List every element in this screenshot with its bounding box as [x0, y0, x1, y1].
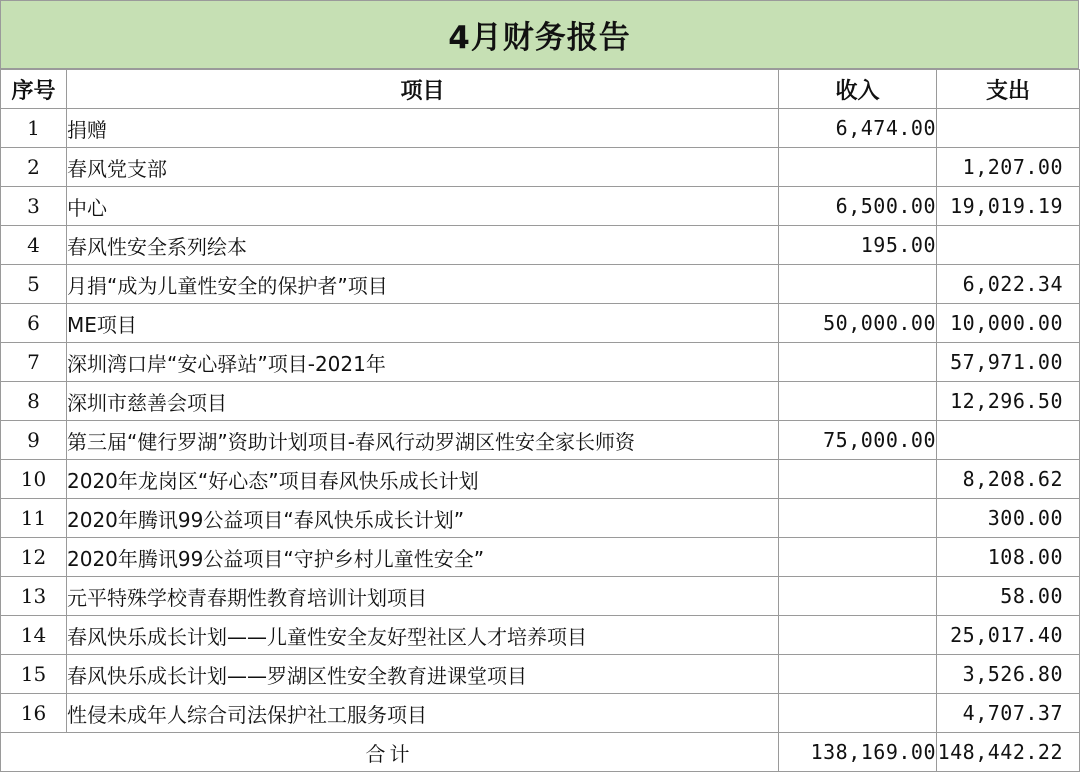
table-row	[1, 304, 1080, 343]
row-expense: 3,526.80	[937, 655, 1080, 694]
row-no: 10	[1, 460, 67, 499]
row-income: 50,000.00	[779, 304, 937, 343]
table-row	[1, 655, 1080, 694]
row-no: 9	[1, 421, 67, 460]
row-expense: 4,707.37	[937, 694, 1080, 733]
row-income	[779, 616, 937, 655]
row-income	[779, 343, 937, 382]
row-item: 月捐“成为儿童性安全的保护者”项目	[67, 265, 779, 304]
row-income	[779, 265, 937, 304]
table-row	[1, 265, 1080, 304]
row-no: 15	[1, 655, 67, 694]
row-no: 1	[1, 109, 67, 148]
row-no: 5	[1, 265, 67, 304]
row-expense: 57,971.00	[937, 343, 1080, 382]
header-no: 序号	[1, 70, 67, 109]
row-item: 春风党支部	[67, 148, 779, 187]
table-row	[1, 187, 1080, 226]
row-item: 2020年龙岗区“好心态”项目春风快乐成长计划	[67, 460, 779, 499]
table-row	[1, 226, 1080, 265]
row-no: 13	[1, 577, 67, 616]
row-income: 195.00	[779, 226, 937, 265]
table-row	[1, 382, 1080, 421]
row-expense: 25,017.40	[937, 616, 1080, 655]
row-expense: 10,000.00	[937, 304, 1080, 343]
row-item: ME项目	[67, 304, 779, 343]
row-expense: 300.00	[937, 499, 1080, 538]
row-item: 第三届“健行罗湖”资助计划项目-春风行动罗湖区性安全家长师资	[67, 421, 779, 460]
row-item: 春风快乐成长计划——罗湖区性安全教育进课堂项目	[67, 655, 779, 694]
row-no: 6	[1, 304, 67, 343]
total-expense: 148,442.22	[937, 733, 1080, 772]
header-expense: 支出	[937, 70, 1080, 109]
row-item: 2020年腾讯99公益项目“春风快乐成长计划”	[67, 499, 779, 538]
row-item: 深圳湾口岸“安心驿站”项目-2021年	[67, 343, 779, 382]
row-income	[779, 538, 937, 577]
row-income	[779, 655, 937, 694]
finance-table	[0, 69, 1080, 772]
row-item: 2020年腾讯99公益项目“守护乡村儿童性安全”	[67, 538, 779, 577]
table-row	[1, 148, 1080, 187]
row-expense: 19,019.19	[937, 187, 1080, 226]
row-item: 春风快乐成长计划——儿童性安全友好型社区人才培养项目	[67, 616, 779, 655]
row-income	[779, 460, 937, 499]
row-item: 元平特殊学校青春期性教育培训计划项目	[67, 577, 779, 616]
table-row	[1, 421, 1080, 460]
total-row	[1, 733, 1080, 772]
table-row	[1, 499, 1080, 538]
row-no: 4	[1, 226, 67, 265]
total-label: 合计	[1, 733, 779, 772]
row-income	[779, 148, 937, 187]
table-row	[1, 109, 1080, 148]
row-income	[779, 499, 937, 538]
row-income	[779, 577, 937, 616]
row-no: 2	[1, 148, 67, 187]
table-row	[1, 343, 1080, 382]
table-row	[1, 460, 1080, 499]
header-item: 项目	[67, 70, 779, 109]
row-no: 12	[1, 538, 67, 577]
total-income: 138,169.00	[779, 733, 937, 772]
row-no: 16	[1, 694, 67, 733]
row-no: 8	[1, 382, 67, 421]
row-expense: 58.00	[937, 577, 1080, 616]
row-item: 中心	[67, 187, 779, 226]
row-item: 深圳市慈善会项目	[67, 382, 779, 421]
row-no: 7	[1, 343, 67, 382]
row-expense: 12,296.50	[937, 382, 1080, 421]
row-expense: 6,022.34	[937, 265, 1080, 304]
row-expense	[937, 421, 1080, 460]
row-item: 性侵未成年人综合司法保护社工服务项目	[67, 694, 779, 733]
row-expense: 108.00	[937, 538, 1080, 577]
table-row	[1, 694, 1080, 733]
table-row	[1, 577, 1080, 616]
report-title: 4月财务报告	[0, 0, 1079, 69]
row-income: 75,000.00	[779, 421, 937, 460]
row-no: 14	[1, 616, 67, 655]
row-no: 11	[1, 499, 67, 538]
table-row	[1, 538, 1080, 577]
row-expense	[937, 109, 1080, 148]
row-income: 6,474.00	[779, 109, 937, 148]
row-income: 6,500.00	[779, 187, 937, 226]
row-income	[779, 382, 937, 421]
row-expense: 1,207.00	[937, 148, 1080, 187]
row-expense: 8,208.62	[937, 460, 1080, 499]
row-no: 3	[1, 187, 67, 226]
header-row	[1, 70, 1080, 109]
row-item: 捐赠	[67, 109, 779, 148]
table-row	[1, 616, 1080, 655]
row-expense	[937, 226, 1080, 265]
row-item: 春风性安全系列绘本	[67, 226, 779, 265]
header-income: 收入	[779, 70, 937, 109]
row-income	[779, 694, 937, 733]
